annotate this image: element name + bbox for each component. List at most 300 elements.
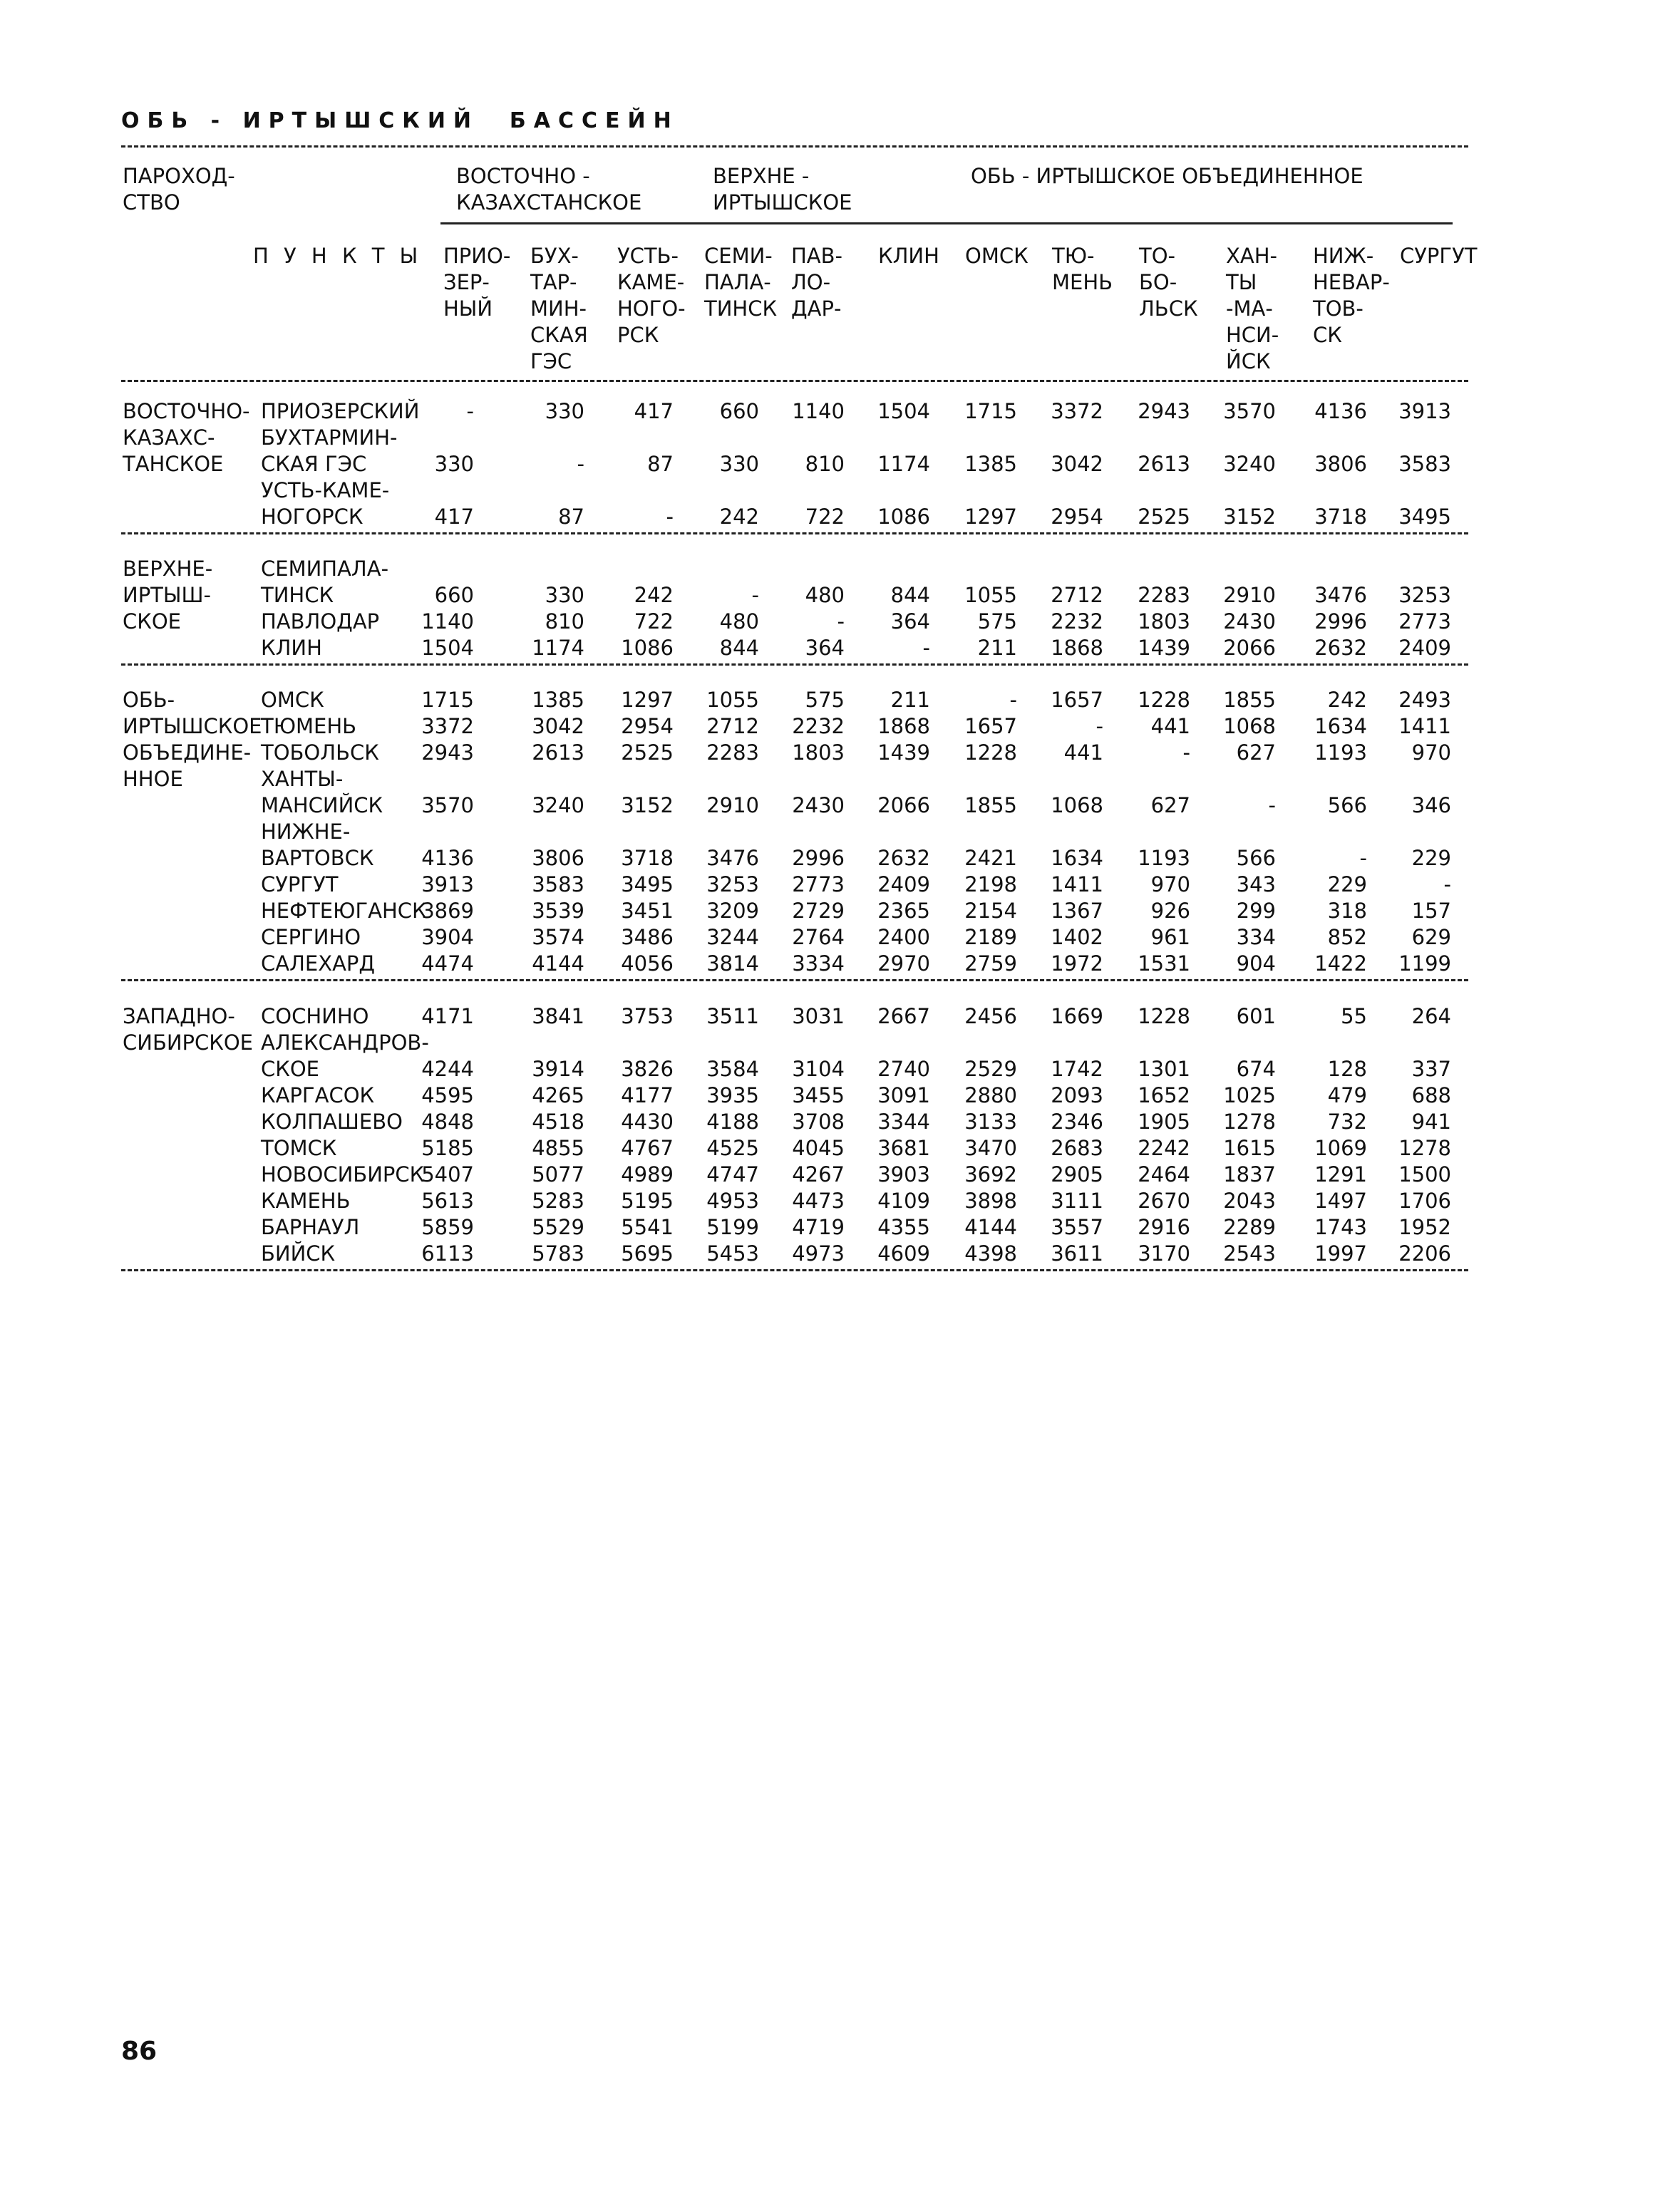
- point-name: ТИНСК: [261, 583, 334, 607]
- distance-value: 1140: [421, 609, 474, 634]
- distance-value: 242: [634, 583, 674, 607]
- distance-value: 5077: [532, 1162, 584, 1187]
- distance-value: 1634: [1314, 714, 1367, 738]
- distance-value: 1652: [1138, 1083, 1190, 1107]
- distance-value: 242: [1327, 688, 1367, 712]
- header-group-label: ИРТЫШСКОЕ: [713, 190, 852, 215]
- section-rule: [121, 979, 1468, 981]
- distance-value: 4595: [421, 1083, 474, 1107]
- distance-value: 4398: [964, 1241, 1017, 1266]
- distance-value: 1199: [1398, 951, 1451, 976]
- distance-value: 2905: [1051, 1162, 1103, 1187]
- distance-value: 2759: [964, 951, 1017, 976]
- distance-value: 417: [434, 505, 474, 529]
- distance-value: 2493: [1398, 688, 1451, 712]
- distance-value: 264: [1411, 1004, 1451, 1028]
- distance-value: 5195: [621, 1189, 674, 1213]
- distance-value: 2400: [877, 925, 930, 949]
- distance-value: 4609: [877, 1241, 930, 1266]
- distance-value: 2632: [877, 846, 930, 870]
- distance-value: 926: [1150, 899, 1190, 923]
- distance-value: 1531: [1138, 951, 1190, 976]
- distance-value: 1743: [1314, 1215, 1367, 1239]
- distance-value: -: [577, 452, 584, 476]
- column-header: ПАЛА-: [704, 270, 771, 294]
- distance-value: 1228: [964, 740, 1017, 765]
- distance-value: 4188: [706, 1110, 759, 1134]
- distance-value: 318: [1327, 899, 1367, 923]
- column-header: НСИ-: [1226, 323, 1279, 347]
- distance-value: 1367: [1051, 899, 1103, 923]
- distance-value: 1715: [421, 688, 474, 712]
- distance-value: 3681: [877, 1136, 930, 1160]
- distance-value: 3495: [1398, 505, 1451, 529]
- distance-value: 4518: [532, 1110, 584, 1134]
- point-name: СЕРГИНО: [261, 925, 361, 949]
- distance-value: 3244: [706, 925, 759, 949]
- distance-value: 2289: [1223, 1215, 1276, 1239]
- distance-value: 3913: [421, 872, 474, 896]
- point-name: НЕФТЕЮГАНСК: [261, 899, 427, 923]
- distance-value: 566: [1327, 793, 1367, 817]
- distance-value: 3583: [1398, 452, 1451, 476]
- distance-value: 1402: [1051, 925, 1103, 949]
- column-header: МИН-: [530, 296, 587, 321]
- distance-value: 1069: [1314, 1136, 1367, 1160]
- distance-value: 211: [977, 636, 1017, 660]
- distance-value: 334: [1236, 925, 1276, 949]
- distance-value: -: [1359, 846, 1367, 870]
- distance-value: 2066: [877, 793, 930, 817]
- point-name: АЛЕКСАНДРОВ-: [261, 1030, 429, 1055]
- distance-value: -: [922, 636, 930, 660]
- column-header: ГЭС: [530, 349, 572, 373]
- distance-value: 674: [1236, 1057, 1276, 1081]
- distance-value: 2910: [1223, 583, 1276, 607]
- distance-value: 1905: [1138, 1110, 1190, 1134]
- distance-value: 1278: [1398, 1136, 1451, 1160]
- distance-value: 3718: [621, 846, 674, 870]
- point-name: ХАНТЫ-: [261, 767, 344, 791]
- distance-value: 5453: [706, 1241, 759, 1266]
- header-top-rule: [121, 145, 1468, 148]
- distance-value: 1025: [1223, 1083, 1276, 1107]
- distance-value: 4767: [621, 1136, 674, 1160]
- distance-value: 660: [719, 399, 759, 423]
- distance-value: 2916: [1138, 1215, 1190, 1239]
- distance-value: 1301: [1138, 1057, 1190, 1081]
- point-name: СКОЕ: [261, 1057, 319, 1081]
- column-header: РСК: [617, 323, 659, 347]
- distance-value: 337: [1411, 1057, 1451, 1081]
- distance-value: 941: [1411, 1110, 1451, 1134]
- column-header: ТО-: [1139, 244, 1176, 268]
- distance-value: 1385: [532, 688, 584, 712]
- header-company-label: СТВО: [123, 190, 180, 215]
- column-header: ТЫ: [1226, 270, 1257, 294]
- point-name: ОМСК: [261, 688, 324, 712]
- distance-value: 1193: [1314, 740, 1367, 765]
- distance-value: 1715: [964, 399, 1017, 423]
- distance-value: 3692: [964, 1162, 1017, 1187]
- distance-value: 4953: [706, 1189, 759, 1213]
- distance-value: 1068: [1223, 714, 1276, 738]
- distance-value: 4171: [421, 1004, 474, 1028]
- distance-value: 5283: [532, 1189, 584, 1213]
- distance-value: 2613: [1138, 452, 1190, 476]
- distance-value: 904: [1236, 951, 1276, 976]
- distance-value: 1504: [877, 399, 930, 423]
- distance-value: 2712: [1051, 583, 1103, 607]
- distance-value: 346: [1411, 793, 1451, 817]
- distance-value: 2880: [964, 1083, 1017, 1107]
- point-name: БУХТАРМИН-: [261, 425, 398, 450]
- distance-value: 157: [1411, 899, 1451, 923]
- company-name: ОБЪЕДИНЕ-: [123, 740, 252, 765]
- distance-value: 2189: [964, 925, 1017, 949]
- distance-value: 2740: [877, 1057, 930, 1081]
- distance-value: 3253: [706, 872, 759, 896]
- distance-value: 3511: [706, 1004, 759, 1028]
- distance-value: 1634: [1051, 846, 1103, 870]
- distance-value: 2773: [1398, 609, 1451, 634]
- distance-value: -: [751, 583, 759, 607]
- distance-value: 2283: [706, 740, 759, 765]
- distance-value: 1422: [1314, 951, 1367, 976]
- distance-value: 3111: [1051, 1189, 1103, 1213]
- distance-value: 852: [1327, 925, 1367, 949]
- distance-value: 3451: [621, 899, 674, 923]
- distance-value: 330: [545, 399, 584, 423]
- point-name: ВАРТОВСК: [261, 846, 374, 870]
- distance-value: 211: [890, 688, 930, 712]
- distance-value: 3344: [877, 1110, 930, 1134]
- distance-value: 1297: [621, 688, 674, 712]
- distance-value: -: [1009, 688, 1017, 712]
- distance-value: 3240: [1223, 452, 1276, 476]
- distance-value: 1174: [532, 636, 584, 660]
- distance-value: 2954: [621, 714, 674, 738]
- column-header: ХАН-: [1226, 244, 1277, 268]
- point-name: ТОБОЛЬСК: [261, 740, 379, 765]
- distance-value: 810: [545, 609, 584, 634]
- distance-value: 4265: [532, 1083, 584, 1107]
- distance-value: -: [1443, 872, 1451, 896]
- distance-value: 3476: [1314, 583, 1367, 607]
- distance-value: 844: [719, 636, 759, 660]
- distance-value: 1297: [964, 505, 1017, 529]
- distance-value: 364: [805, 636, 845, 660]
- distance-value: 3042: [1051, 452, 1103, 476]
- distance-value: 3903: [877, 1162, 930, 1187]
- distance-value: 1972: [1051, 951, 1103, 976]
- distance-value: 2954: [1051, 505, 1103, 529]
- distance-value: 1291: [1314, 1162, 1367, 1187]
- column-header: НЫЙ: [443, 296, 493, 321]
- point-name: КОЛПАШЕВО: [261, 1110, 403, 1134]
- distance-value: 1504: [421, 636, 474, 660]
- distance-value: -: [1096, 714, 1103, 738]
- distance-value: 3470: [964, 1136, 1017, 1160]
- column-header: УСТЬ-: [617, 244, 679, 268]
- distance-value: 3091: [877, 1083, 930, 1107]
- distance-value: 4056: [621, 951, 674, 976]
- distance-value: 3708: [792, 1110, 845, 1134]
- column-header: ЗЕР-: [443, 270, 490, 294]
- distance-value: 1615: [1223, 1136, 1276, 1160]
- distance-value: 5529: [532, 1215, 584, 1239]
- distance-value: 5185: [421, 1136, 474, 1160]
- distance-value: 1385: [964, 452, 1017, 476]
- distance-value: 1657: [964, 714, 1017, 738]
- distance-value: 3170: [1138, 1241, 1190, 1266]
- header-company-label: ПАРОХОД-: [123, 164, 235, 188]
- distance-value: 2632: [1314, 636, 1367, 660]
- distance-value: 4747: [706, 1162, 759, 1187]
- distance-value: 5695: [621, 1241, 674, 1266]
- distance-value: 2232: [792, 714, 845, 738]
- distance-value: 229: [1411, 846, 1451, 870]
- distance-value: 3904: [421, 925, 474, 949]
- distance-value: 4177: [621, 1083, 674, 1107]
- distance-value: 87: [558, 505, 584, 529]
- point-name: САЛЕХАРД: [261, 951, 376, 976]
- distance-value: 2464: [1138, 1162, 1190, 1187]
- distance-value: 4525: [706, 1136, 759, 1160]
- distance-value: 1140: [792, 399, 845, 423]
- distance-value: 601: [1236, 1004, 1276, 1028]
- distance-value: 3935: [706, 1083, 759, 1107]
- distance-value: 1228: [1138, 688, 1190, 712]
- section-rule: [121, 532, 1468, 534]
- distance-value: 2996: [1314, 609, 1367, 634]
- distance-value: 4244: [421, 1057, 474, 1081]
- distance-value: 2409: [1398, 636, 1451, 660]
- distance-value: 1228: [1138, 1004, 1190, 1028]
- distance-value: 2093: [1051, 1083, 1103, 1107]
- distance-value: 364: [890, 609, 930, 634]
- distance-value: 1669: [1051, 1004, 1103, 1028]
- point-name: БИЙСК: [261, 1241, 336, 1266]
- distance-value: 722: [805, 505, 845, 529]
- column-header: БО-: [1139, 270, 1177, 294]
- distance-value: 3898: [964, 1189, 1017, 1213]
- page-number: 86: [121, 2037, 158, 2066]
- company-name: СКОЕ: [123, 609, 181, 634]
- distance-value: 1855: [1223, 688, 1276, 712]
- distance-value: 2409: [877, 872, 930, 896]
- distance-value: 575: [805, 688, 845, 712]
- distance-value: 1742: [1051, 1057, 1103, 1081]
- distance-value: 4973: [792, 1241, 845, 1266]
- distance-value: 3806: [1314, 452, 1367, 476]
- distance-value: 4136: [421, 846, 474, 870]
- distance-value: 417: [634, 399, 674, 423]
- distance-value: 2543: [1223, 1241, 1276, 1266]
- distance-value: 2421: [964, 846, 1017, 870]
- column-header: ЛО-: [791, 270, 831, 294]
- distance-value: 2613: [532, 740, 584, 765]
- distance-value: 5613: [421, 1189, 474, 1213]
- distance-value: 844: [890, 583, 930, 607]
- distance-value: 2525: [1138, 505, 1190, 529]
- distance-value: 4719: [792, 1215, 845, 1239]
- distance-value: 3611: [1051, 1241, 1103, 1266]
- distance-value: 3476: [706, 846, 759, 870]
- distance-value: 330: [434, 452, 474, 476]
- point-name: СЕМИПАЛА-: [261, 557, 389, 581]
- distance-value: 1803: [792, 740, 845, 765]
- point-name: НОВОСИБИРСК: [261, 1162, 425, 1187]
- column-header: СУРГУТ: [1400, 244, 1478, 268]
- distance-value: 4474: [421, 951, 474, 976]
- company-name: ИРТЫШСКОЕ: [123, 714, 262, 738]
- point-name: МАНСИЙСК: [261, 793, 383, 817]
- distance-value: 3584: [706, 1057, 759, 1081]
- column-header: МЕНЬ: [1052, 270, 1113, 294]
- distance-value: 627: [1236, 740, 1276, 765]
- distance-value: 2283: [1138, 583, 1190, 607]
- distance-value: 3133: [964, 1110, 1017, 1134]
- column-header: ТОВ-: [1313, 296, 1364, 321]
- distance-value: 480: [805, 583, 845, 607]
- column-header: СК: [1313, 323, 1342, 347]
- column-header: ПАВ-: [791, 244, 843, 268]
- distance-value: 2206: [1398, 1241, 1451, 1266]
- distance-value: 1868: [877, 714, 930, 738]
- column-header: СЕМИ-: [704, 244, 773, 268]
- point-name: СКАЯ ГЭС: [261, 452, 367, 476]
- column-header: ОМСК: [965, 244, 1029, 268]
- distance-value: 1868: [1051, 636, 1103, 660]
- distance-value: 480: [719, 609, 759, 634]
- distance-value: 5859: [421, 1215, 474, 1239]
- distance-value: 2910: [706, 793, 759, 817]
- distance-value: 3209: [706, 899, 759, 923]
- distance-value: 1952: [1398, 1215, 1451, 1239]
- distance-value: 2670: [1138, 1189, 1190, 1213]
- distance-value: 2712: [706, 714, 759, 738]
- distance-value: -: [837, 609, 845, 634]
- distance-value: 1068: [1051, 793, 1103, 817]
- distance-value: 3913: [1398, 399, 1451, 423]
- distance-value: 1086: [621, 636, 674, 660]
- distance-value: 2667: [877, 1004, 930, 1028]
- distance-value: 732: [1327, 1110, 1367, 1134]
- distance-value: 3372: [1051, 399, 1103, 423]
- distance-value: 1497: [1314, 1189, 1367, 1213]
- distance-value: 2242: [1138, 1136, 1190, 1160]
- distance-value: 629: [1411, 925, 1451, 949]
- header-bottom-rule: [121, 380, 1468, 382]
- distance-value: 3152: [1223, 505, 1276, 529]
- distance-value: 1439: [877, 740, 930, 765]
- column-header: ЙСК: [1226, 349, 1271, 373]
- distance-value: 4848: [421, 1110, 474, 1134]
- distance-value: 330: [545, 583, 584, 607]
- distance-value: 1055: [706, 688, 759, 712]
- distance-value: 3753: [621, 1004, 674, 1028]
- distance-value: 688: [1411, 1083, 1451, 1107]
- section-rule: [121, 1269, 1468, 1271]
- distance-value: 3583: [532, 872, 584, 896]
- point-name: СОСНИНО: [261, 1004, 369, 1028]
- distance-value: 2764: [792, 925, 845, 949]
- point-name: НОГОРСК: [261, 505, 364, 529]
- distance-value: 4430: [621, 1110, 674, 1134]
- column-header: ЛЬСК: [1139, 296, 1198, 321]
- distance-value: 961: [1150, 925, 1190, 949]
- distance-value: 2729: [792, 899, 845, 923]
- column-header: НОГО-: [617, 296, 686, 321]
- distance-value: 627: [1150, 793, 1190, 817]
- distance-value: 4267: [792, 1162, 845, 1187]
- distance-value: 441: [1063, 740, 1103, 765]
- distance-value: 3104: [792, 1057, 845, 1081]
- distance-value: 3814: [706, 951, 759, 976]
- distance-value: 3486: [621, 925, 674, 949]
- distance-value: 55: [1341, 1004, 1367, 1028]
- company-name: ОБЬ-: [123, 688, 175, 712]
- company-name: ИРТЫШ-: [123, 583, 211, 607]
- distance-value: 2430: [792, 793, 845, 817]
- point-name: ТОМСК: [261, 1136, 337, 1160]
- page-title: ОБЬ - ИРТЫШСКИЙ БАССЕЙН: [121, 108, 679, 133]
- distance-value: 1411: [1051, 872, 1103, 896]
- distance-value: 3841: [532, 1004, 584, 1028]
- distance-value: 4136: [1314, 399, 1367, 423]
- distance-value: 3031: [792, 1004, 845, 1028]
- distance-value: 3042: [532, 714, 584, 738]
- header-group-label: ВЕРХНЕ -: [713, 164, 810, 188]
- point-name: КАРГАСОК: [261, 1083, 375, 1107]
- distance-value: 5541: [621, 1215, 674, 1239]
- distance-value: 2232: [1051, 609, 1103, 634]
- distance-value: 441: [1150, 714, 1190, 738]
- distance-value: 343: [1236, 872, 1276, 896]
- column-header: ТИНСК: [704, 296, 778, 321]
- distance-value: 242: [719, 505, 759, 529]
- distance-value: 1855: [964, 793, 1017, 817]
- point-name: КЛИН: [261, 636, 322, 660]
- column-header: НЕВАР-: [1313, 270, 1390, 294]
- column-header: -МА-: [1226, 296, 1273, 321]
- company-name: КАЗАХС-: [123, 425, 215, 450]
- distance-value: 1193: [1138, 846, 1190, 870]
- distance-value: 1055: [964, 583, 1017, 607]
- distance-value: 1837: [1223, 1162, 1276, 1187]
- distance-value: 970: [1150, 872, 1190, 896]
- distance-value: 1803: [1138, 609, 1190, 634]
- distance-value: 566: [1236, 846, 1276, 870]
- column-header: СКАЯ: [530, 323, 588, 347]
- distance-value: 1500: [1398, 1162, 1451, 1187]
- distance-value: -: [666, 505, 674, 529]
- distance-value: 1278: [1223, 1110, 1276, 1134]
- distance-value: 4989: [621, 1162, 674, 1187]
- distance-value: 3914: [532, 1057, 584, 1081]
- point-name: ТЮМЕНЬ: [261, 714, 357, 738]
- distance-value: 1657: [1051, 688, 1103, 712]
- point-name: УСТЬ-КАМЕ-: [261, 478, 390, 502]
- point-name: ПАВЛОДАР: [261, 609, 380, 634]
- distance-value: 3372: [421, 714, 474, 738]
- point-name: ПРИОЗЕРСКИЙ: [261, 399, 420, 423]
- distance-value: 1174: [877, 452, 930, 476]
- distance-value: 4144: [532, 951, 584, 976]
- distance-value: 1086: [877, 505, 930, 529]
- column-header: ТАР-: [530, 270, 577, 294]
